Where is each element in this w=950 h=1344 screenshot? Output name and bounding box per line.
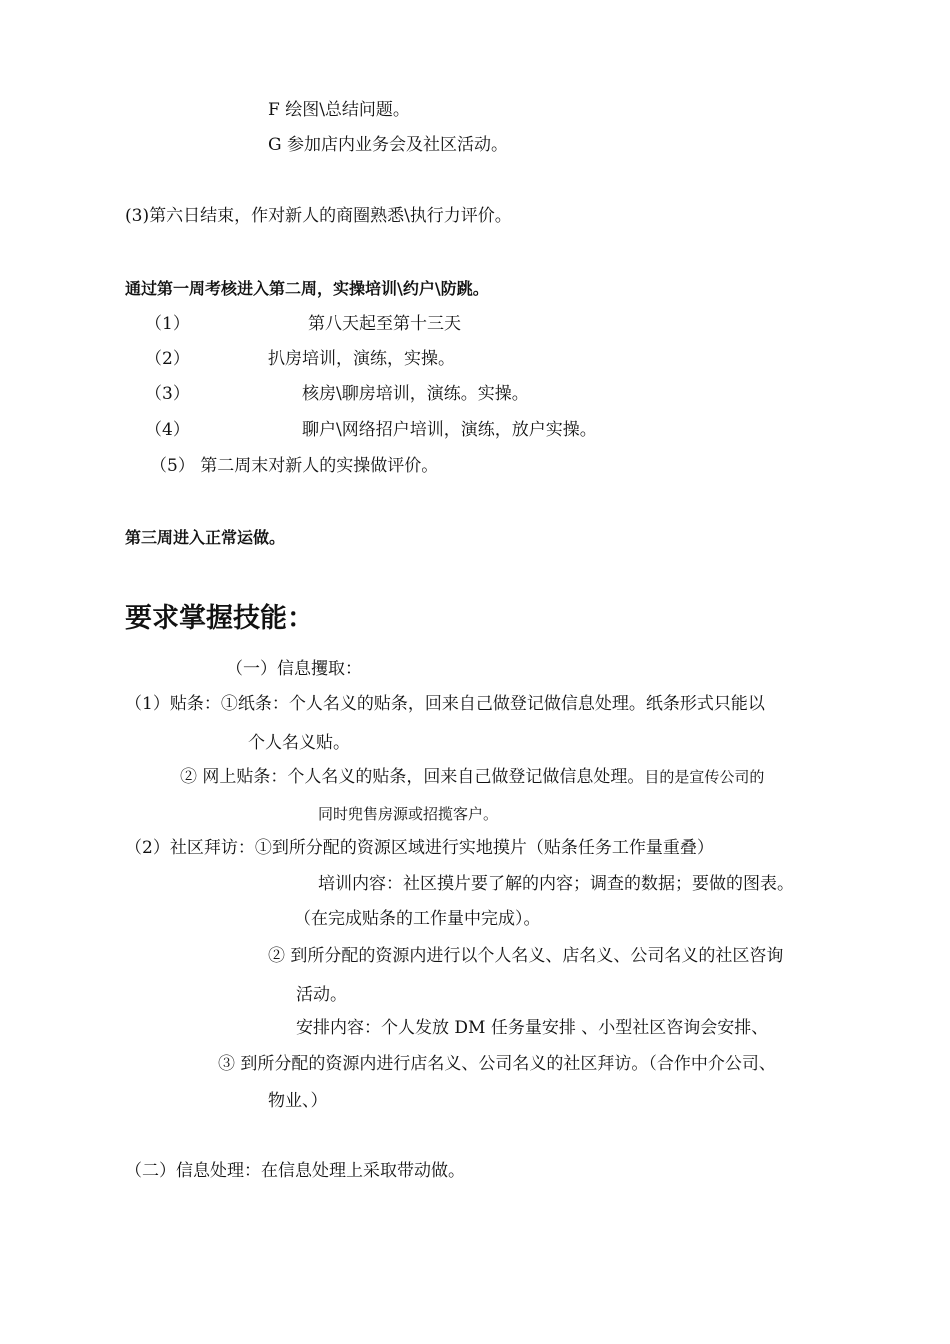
visit-item-2: ② 到所分配的资源内进行以个人名义、店名义、公司名义的社区咨询 — [268, 946, 784, 966]
tiao-item-2-text: ② 网上贴条：个人名义的贴条，回来自己做登记做信息处理。 — [180, 767, 645, 787]
visit-item-3: ③ 到所分配的资源内进行店名义、公司名义的社区拜访。（合作中介公司、 — [218, 1054, 776, 1074]
tiao-item-2-small: 目的是宣传公司的 — [644, 768, 765, 786]
tiao-item-1: （1）贴条：①纸条：个人名义的贴条，回来自己做登记做信息处理。纸条形式只能以 — [125, 694, 765, 714]
visit-item-1-training: 培训内容：社区摸片要了解的内容；调查的数据；要做的图表。 — [318, 874, 794, 894]
tiao-item-2-cont: 同时兜售房源或招揽客户。 — [318, 805, 499, 823]
visit-item-2-arrange: 安排内容：个人发放 DM 任务量安排 、小型社区咨询会安排、 — [296, 1018, 769, 1038]
week3-heading: 第三周进入正常运做。 — [125, 528, 286, 547]
visit-item-3-cont: 物业、） — [268, 1091, 328, 1111]
week2-item-2-text: 扒房培训，演练，实操。 — [268, 349, 455, 369]
week2-item-4-num: （4） — [145, 420, 190, 440]
week2-heading: 通过第一周考核进入第二周，实操培训\约户\防跳。 — [125, 279, 489, 298]
line-f: F 绘图\总结问题。 — [268, 100, 410, 120]
visit-item-2-cont: 活动。 — [296, 985, 347, 1005]
week2-item-1-num: （1） — [145, 314, 190, 334]
week2-item-4-text: 聊户\网络招户培训，演练，放户实操。 — [302, 420, 597, 440]
visit-item-1: （2）社区拜访：①到所分配的资源区域进行实地摸片（贴条任务工作量重叠） — [125, 838, 714, 858]
skills-heading: 要求掌握技能： — [125, 603, 314, 634]
line-g: G 参加店内业务会及社区活动。 — [268, 135, 508, 155]
week2-item-3-num: （3） — [145, 384, 190, 404]
week2-item-1-text: 第八天起至第十三天 — [308, 314, 461, 334]
week2-item-5: （5） 第二周末对新人的实操做评价。 — [150, 456, 439, 476]
info-section-heading: （一）信息攫取： — [226, 659, 362, 679]
tiao-item-1-cont: 个人名义贴。 — [248, 733, 350, 753]
visit-item-1-note: （在完成贴条的工作量中完成）。 — [294, 909, 541, 929]
line-day6: (3)第六日结束，作对新人的商圈熟悉\执行力评价。 — [125, 206, 512, 226]
tiao-item-2 — [180, 766, 764, 788]
week2-item-2-num: （2） — [145, 349, 190, 369]
process-section: （二）信息处理：在信息处理上采取带动做。 — [125, 1161, 465, 1181]
week2-item-3-text: 核房\聊房培训，演练。实操。 — [302, 384, 529, 404]
